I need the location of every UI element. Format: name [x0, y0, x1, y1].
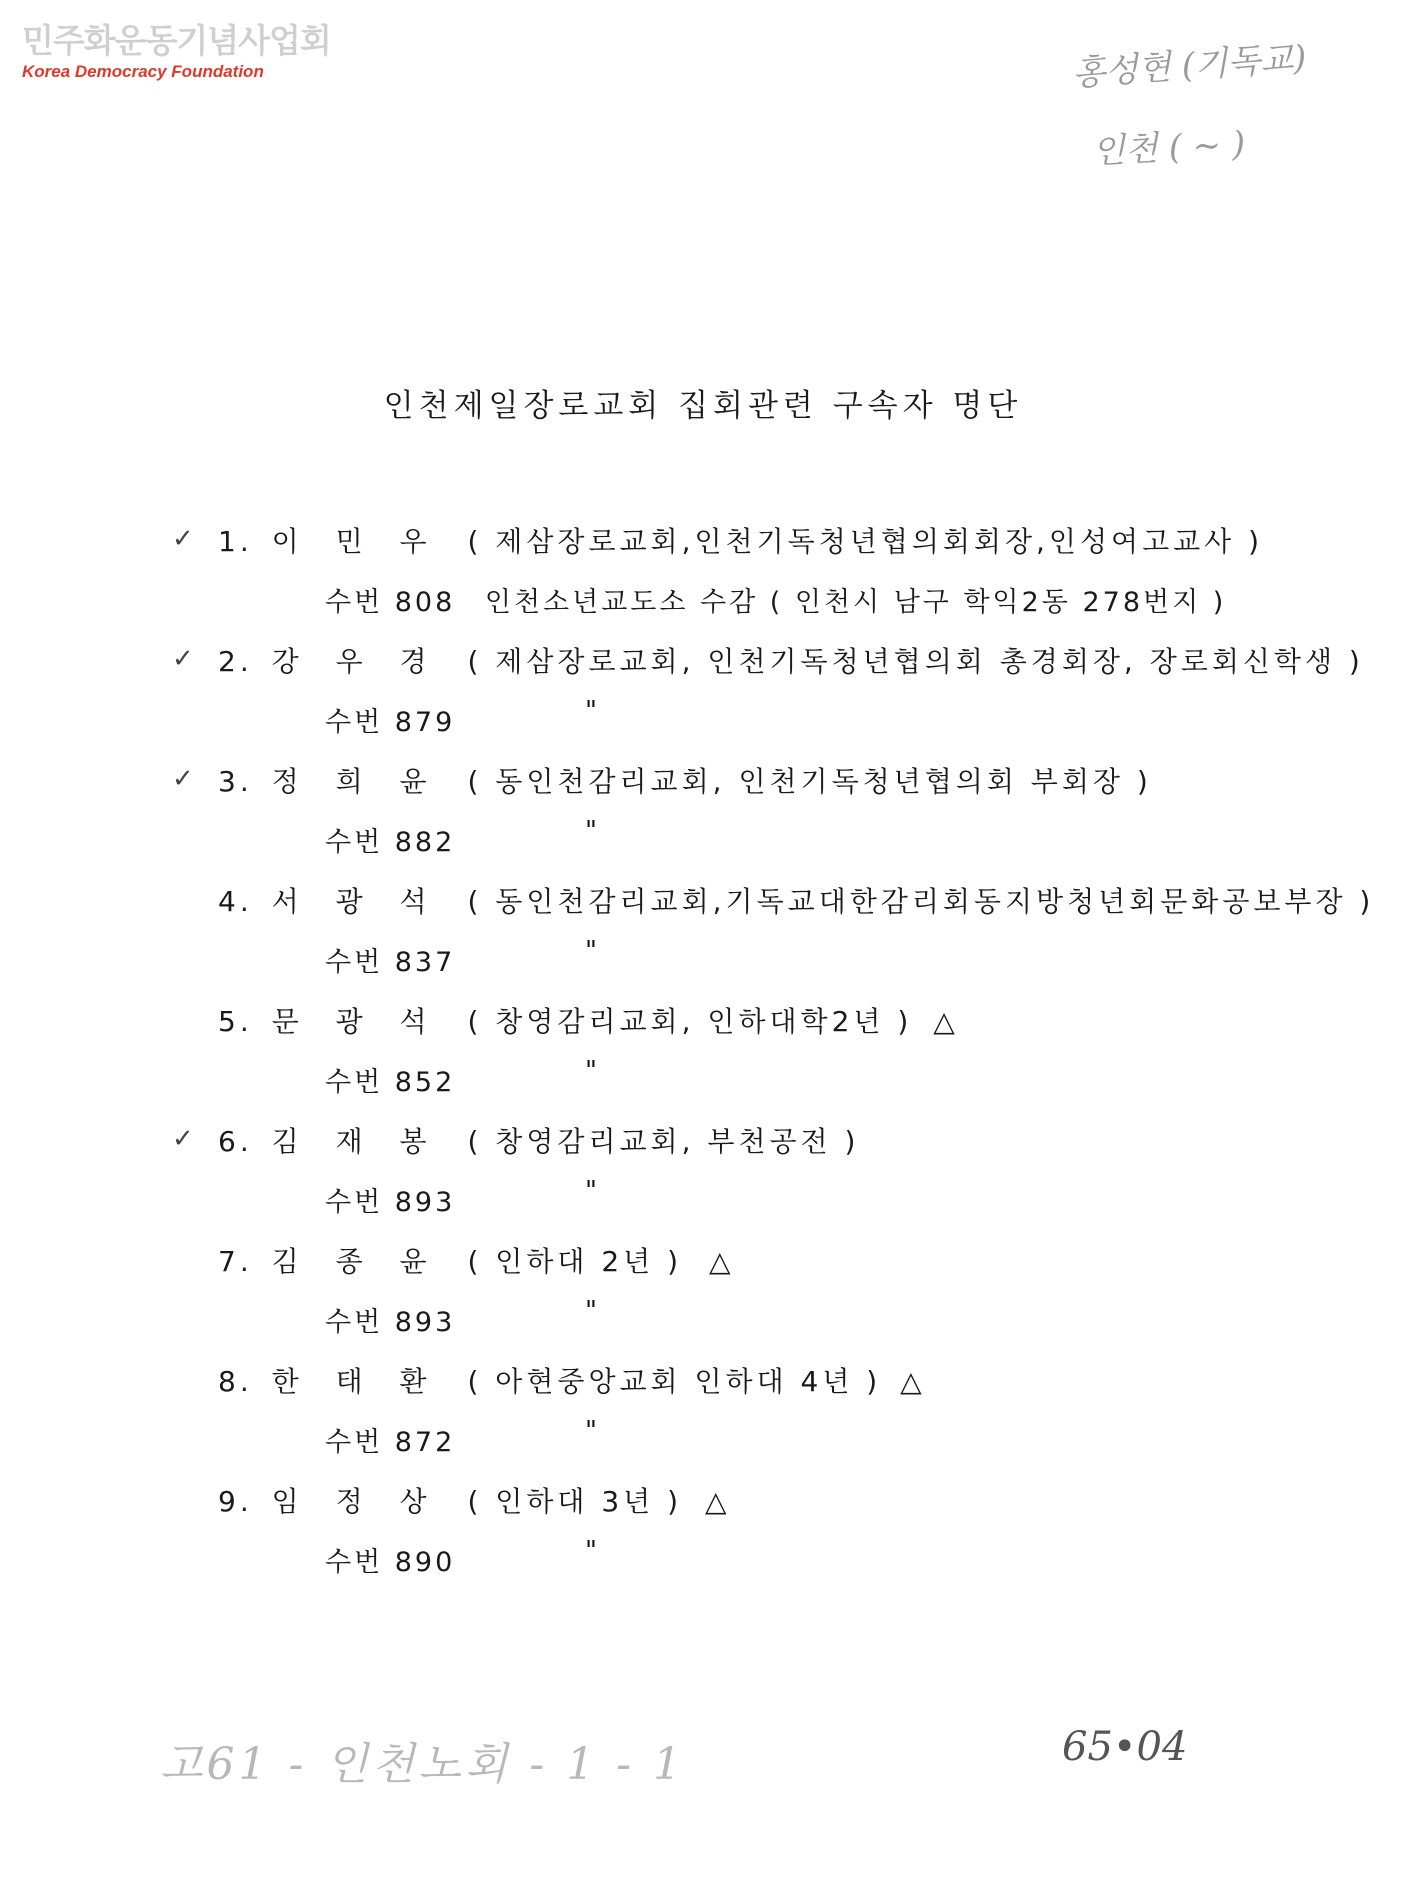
triangle-mark-icon: △: [704, 1485, 731, 1518]
foundation-logo: [22, 22, 331, 82]
entry-number: 4.: [218, 885, 253, 918]
list-item: [0, 1112, 1406, 1232]
entry-name: 이 민 우: [271, 525, 441, 558]
entry-main-line: [218, 1360, 926, 1400]
entry-inmate-number: 수번 808: [325, 587, 456, 618]
list-item: [0, 992, 1406, 1112]
entry-main-line: [218, 1000, 959, 1040]
entry-number: 9.: [218, 1485, 253, 1518]
list-item: [0, 1352, 1406, 1472]
entry-location: 인천소년교도소 수감 ( 인천시 남구 학익2동 278번지 ): [484, 587, 1227, 618]
entry-name: 서 광 석: [271, 885, 441, 918]
entry-inmate-line: [325, 580, 1226, 619]
entry-inmate-line: [325, 816, 600, 859]
handwritten-archive-code: 고61 - 인천노회 - 1 - 1: [160, 1739, 686, 1790]
entry-inmate-number: 수번 837: [325, 947, 456, 978]
entry-inmate-number: 수번 872: [325, 1427, 456, 1458]
ditto-mark: ": [585, 1176, 600, 1206]
entry-name: 한 태 환: [271, 1365, 441, 1398]
entry-inmate-number: 수번 893: [325, 1307, 456, 1338]
check-mark-icon: ✓: [172, 644, 194, 674]
entry-inmate-number: 수번 879: [325, 707, 456, 738]
entry-number: 1.: [218, 525, 253, 558]
triangle-mark-icon: △: [708, 1245, 735, 1278]
detainee-list: [0, 512, 1406, 1592]
ditto-mark: ": [585, 1536, 600, 1566]
triangle-mark-icon: △: [900, 1365, 926, 1398]
list-item: [0, 632, 1406, 752]
entry-name: 김 종 윤: [271, 1245, 441, 1278]
document-title: 인천제일장로교회 집회관련 구속자 명단: [383, 388, 1023, 424]
entry-main-line: [218, 1120, 859, 1160]
list-item: [0, 752, 1406, 872]
list-item: [0, 1472, 1406, 1592]
entry-name: 강 우 경: [271, 645, 441, 678]
entry-number: 7.: [218, 1245, 253, 1278]
list-item: [0, 872, 1406, 992]
check-mark-icon: ✓: [172, 764, 194, 794]
entry-affiliation: ( 창영감리교회, 인하대학2년 ): [467, 1005, 913, 1038]
entry-number: 5.: [218, 1005, 253, 1038]
check-mark-icon: ✓: [172, 524, 194, 554]
entry-main-line: [218, 1480, 731, 1520]
ditto-mark: ": [585, 816, 600, 846]
entry-inmate-line: [325, 1296, 600, 1339]
handwritten-note-top-right-1: 홍성현 (기독교): [1071, 37, 1308, 95]
ditto-mark: ": [585, 1296, 600, 1326]
entry-inmate-line: [325, 696, 600, 739]
ditto-mark: ": [585, 1056, 600, 1086]
entry-main-line: [218, 760, 1152, 800]
entry-main-line: [218, 880, 1374, 920]
ditto-mark: ": [585, 936, 600, 966]
entry-affiliation: ( 동인천감리교회,기독교대한감리회동지방청년회문화공보부장 ): [467, 885, 1375, 918]
entry-affiliation: ( 아현중앙교회 인하대 4년 ): [467, 1365, 882, 1398]
entry-inmate-number: 수번 890: [325, 1547, 456, 1578]
entry-inmate-line: [325, 1416, 600, 1459]
entry-affiliation: ( 창영감리교회, 부천공전 ): [467, 1125, 860, 1158]
entry-number: 8.: [218, 1365, 253, 1398]
entry-name: 임 정 상: [271, 1485, 441, 1518]
entry-affiliation: ( 인하대 3년 ): [467, 1485, 683, 1518]
handwritten-page-number: 65•04: [1062, 1724, 1188, 1770]
logo-english-name: Korea Democracy Foundation: [22, 62, 264, 81]
entry-inmate-line: [325, 1056, 600, 1099]
entry-number: 2.: [218, 645, 253, 678]
entry-affiliation: ( 인하대 2년 ): [467, 1245, 683, 1278]
entry-name: 정 희 윤: [271, 765, 441, 798]
entry-inmate-number: 수번 852: [325, 1067, 456, 1098]
list-item: [0, 1232, 1406, 1352]
list-item: [0, 512, 1406, 632]
ditto-mark: ": [585, 696, 600, 726]
logo-korean-name: 민주화운동기념사업회: [22, 21, 331, 60]
entry-inmate-number: 수번 893: [325, 1187, 456, 1218]
check-mark-icon: ✓: [172, 1124, 194, 1154]
entry-name: 김 재 봉: [271, 1125, 441, 1158]
entry-inmate-number: 수번 882: [325, 827, 456, 858]
entry-inmate-line: [325, 1536, 600, 1579]
entry-affiliation: ( 제삼장로교회,인천기독청년협의회회장,인성여고교사 ): [467, 525, 1264, 558]
entry-main-line: [218, 1240, 735, 1280]
ditto-mark: ": [585, 1416, 600, 1446]
entry-affiliation: ( 동인천감리교회, 인천기독청년협의회 부회장 ): [467, 765, 1152, 798]
entry-number: 3.: [218, 765, 253, 798]
entry-main-line: [218, 640, 1364, 680]
handwritten-note-top-right-2: 인천 ( ~ ): [1091, 124, 1247, 172]
entry-inmate-line: [325, 1176, 600, 1219]
entry-number: 6.: [218, 1125, 253, 1158]
entry-inmate-line: [325, 936, 600, 979]
entry-main-line: [218, 520, 1263, 560]
entry-name: 문 광 석: [271, 1005, 441, 1038]
entry-affiliation: ( 제삼장로교회, 인천기독청년협의회 총경회장, 장로회신학생 ): [467, 645, 1364, 678]
triangle-mark-icon: △: [933, 1005, 959, 1038]
